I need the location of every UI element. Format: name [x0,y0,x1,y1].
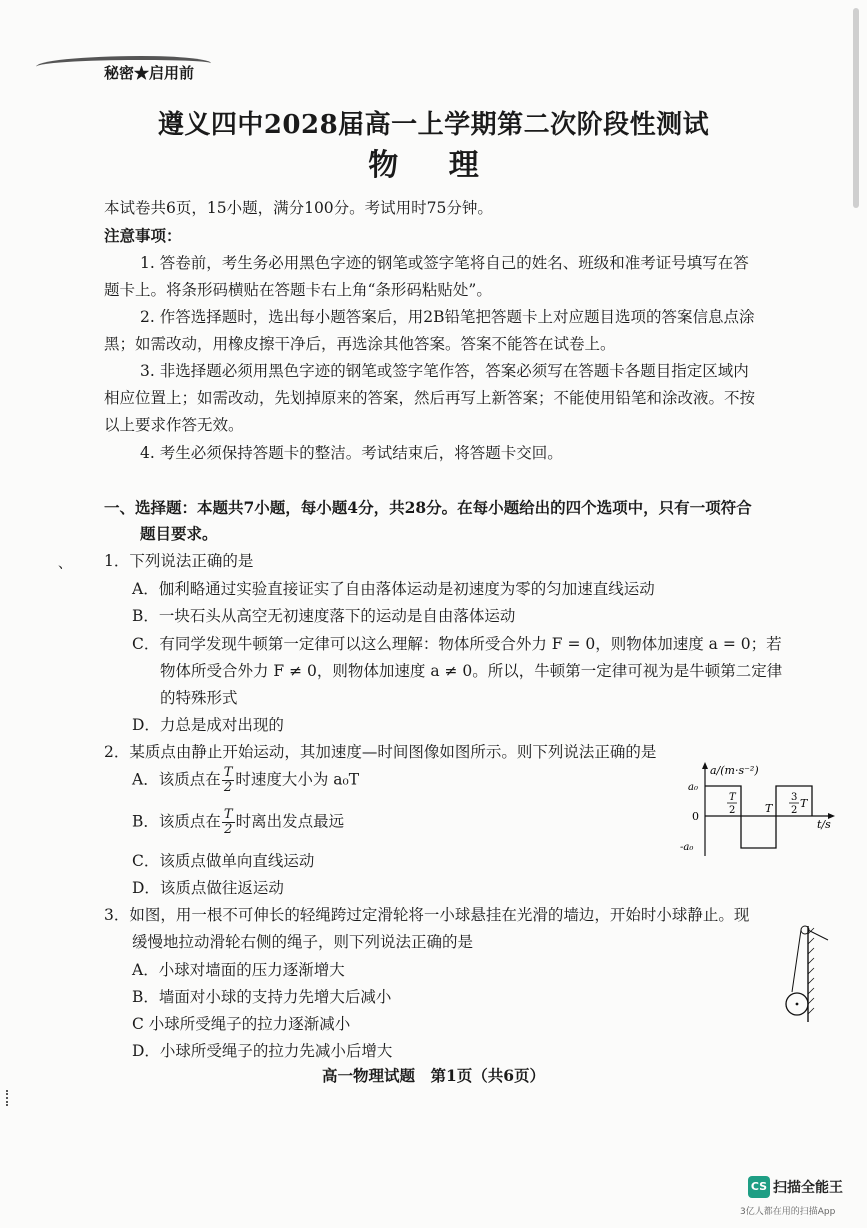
margin-tick: 、 [58,556,72,572]
fraction-t-over-2: $\frac{T}{2}$ [223,765,233,795]
q2-option-d: D．该质点做往返运动 [132,879,284,897]
q1-option-a: A．伽利略通过实验直接证实了自由落体运动是初速度为零的匀加速直线运动 [132,580,655,598]
notice-line: 黑；如需改动，用橡皮擦干净后，再选涂其他答案。答案不能答在试卷上。 [104,335,616,353]
q1-stem: 1．下列说法正确的是 [104,552,254,570]
q3-option-c: C 小球所受绳子的拉力逐渐减小 [132,1015,351,1033]
watermark-subtitle: 3亿人都在用的扫描App [740,1207,836,1217]
q1-option-c-cont: 的特殊形式 [160,689,238,707]
section-heading: 一、选择题：本题共7小题，每小题4分，共28分。在每小题给出的四个选项中，只有一项符合 [104,498,752,517]
acceleration-time-graph [670,760,840,860]
rope-left [792,930,801,992]
q1-option-b: B．一块石头从高空无初速度落下的运动是自由落体运动 [132,607,516,625]
section-heading-cont: 题目要求。 [140,524,218,543]
y-tick-neg-a0: -a₀ [680,842,694,853]
camscanner-logo-icon: CS [748,1176,770,1198]
tick-half-t-den: 2 [729,805,736,816]
tick-3half-t: T [800,797,808,810]
notice-line: 4. 考生必须保持答题卡的整洁。考试结束后，将答题卡交回。 [140,444,563,462]
notice-line: 2. 作答选择题时，选出每小题答案后，用2B铅笔把答题卡上对应题目选项的答案信息点涂 [140,308,755,326]
tick-half-t-num: T [729,792,736,803]
q2-stem: 2．某质点由静止开始运动，其加速度—时间图像如图所示。则下列说法正确的是 [104,743,657,761]
q3-stem-cont: 缓慢地拉动滑轮右侧的绳子，则下列说法正确的是 [132,933,474,951]
notice-line: 相应位置上；如需改动，先划掉原来的答案，然后再写上新答案；不能使用铅笔和涂改液。不按 [104,389,756,407]
q2-option-a: A．该质点在 $\frac{T}{2}$ 时速度大小为 a₀T [132,765,360,795]
exam-title: 遵义四中2028届高一上学期第二次阶段性测试 [157,110,710,140]
q2-option-c: C．该质点做单向直线运动 [132,852,315,870]
exam-subject: 物 理 [368,148,499,183]
binding-dots [6,1090,10,1106]
wall-hatching [808,928,814,1014]
notice-line: 题卡上。将条形码横贴在答题卡右上角“条形码粘贴处”。 [104,281,492,299]
intro-text: 本试卷共6页，15小题，满分100分。考试用时75分钟。 [104,199,493,217]
fraction-t-over-2: $\frac{T}{2}$ [223,807,233,837]
q1-option-c: C．有同学发现牛顿第一定律可以这么理解：物体所受合外力 F = 0，则物体加速度 a = 0；若 [132,635,782,653]
q3-option-a: A．小球对墙面的压力逐渐增大 [132,961,345,979]
q3-stem: 3．如图，用一根不可伸长的轻绳跨过定滑轮将一小球悬挂在光滑的墙边，开始时小球静止。现 [104,906,750,924]
wall-pulley-figure [770,922,840,1032]
tick-3half-den: 2 [791,805,798,816]
y-tick-a0: a₀ [688,782,698,793]
watermark-name: 扫描全能王 [773,1180,843,1196]
y-tick-zero: 0 [692,810,699,823]
notice-line: 3. 非选择题必须用黑色字迹的钢笔或签字笔作答，答案必须写在答题卡各题目指定区域内 [140,362,749,380]
q3-option-d: D．小球所受绳子的拉力先减小后增大 [132,1042,393,1060]
q2-option-b: B．该质点在 $\frac{T}{2}$ 时离出发点最远 [132,807,345,837]
notice-line: 以上要求作答无效。 [104,416,244,434]
ball-center [796,1003,799,1006]
q1-option-d: D．力总是成对出现的 [132,716,284,734]
q3-option-b: B．墙面对小球的支持力先增大后减小 [132,988,392,1006]
page-footer: 高一物理试题 第1页（共6页） [321,1066,546,1085]
x-axis-label: t/s [817,818,831,831]
tick-3half-num: 3 [791,792,798,803]
y-axis-label: a/(m·s⁻²) [710,764,759,777]
rope-right [808,930,828,940]
secret-label: 秘密★启用前 [104,64,195,82]
scanner-watermark [748,1176,843,1198]
q1-option-c-cont: 物体所受合外力 F ≠ 0，则物体加速度 a ≠ 0。所以，牛顿第一定律可视为是牛顿第二定律 [160,662,783,680]
notice-heading: 注意事项： [104,226,182,245]
notice-line: 1. 答卷前，考生务必用黑色字迹的钢笔或签字笔将自己的姓名、班级和准考证号填写在答 [140,254,749,272]
tick-t: T [765,802,773,815]
y-axis-arrow [702,762,708,769]
